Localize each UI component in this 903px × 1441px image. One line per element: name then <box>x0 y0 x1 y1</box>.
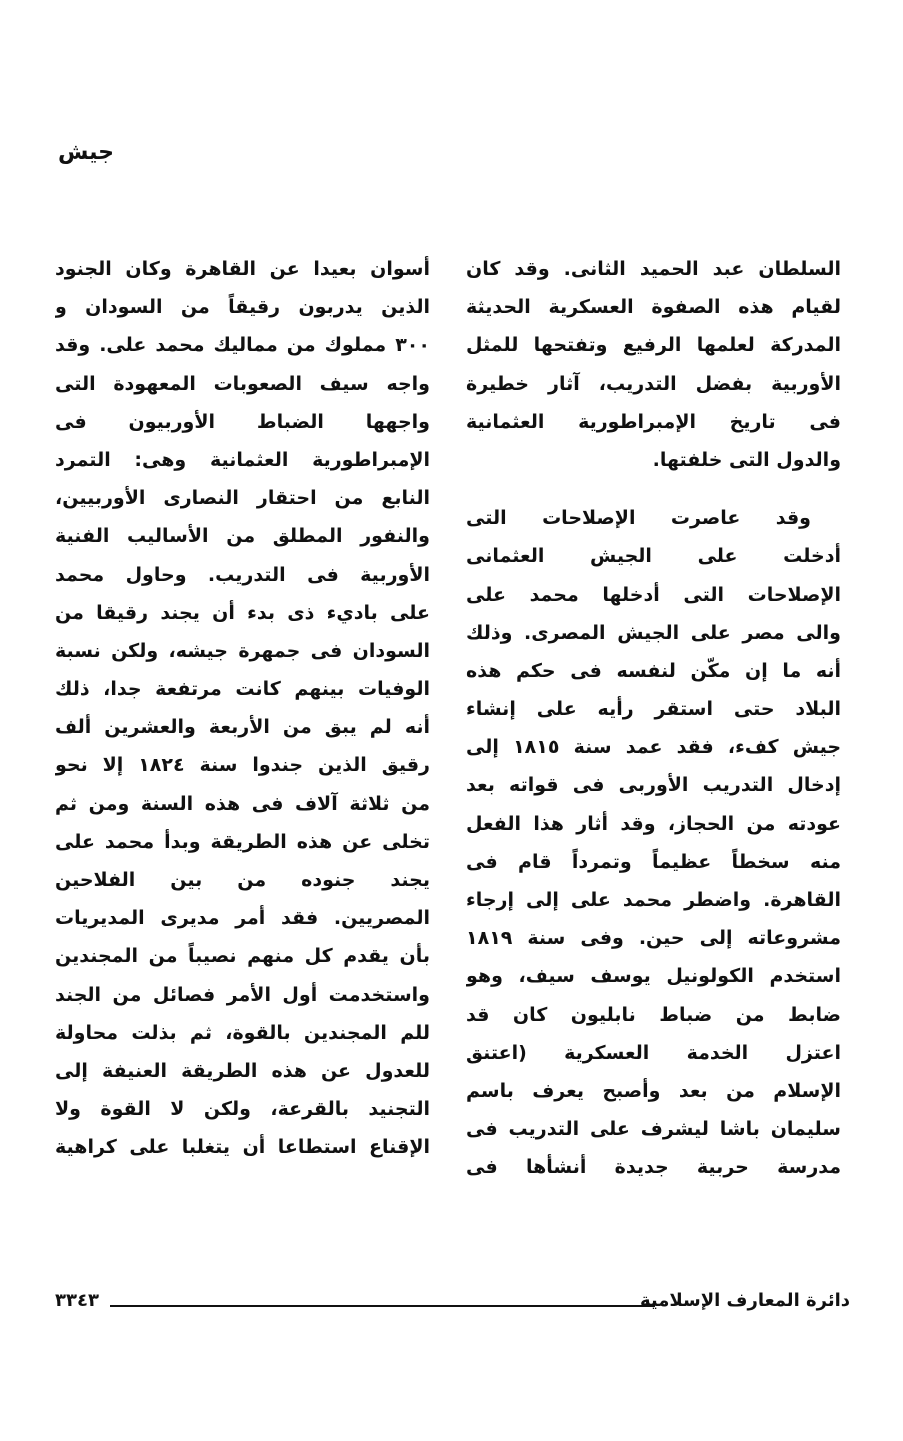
text-line: الإمبراطورية العثمانية وهى: التمرد <box>55 448 430 471</box>
page-footer <box>55 1290 850 1320</box>
text-line: النابع من احتقار النصارى الأوربيين، <box>55 487 430 510</box>
text-line: الإصلاحات التى أدخلها محمد على <box>466 583 841 606</box>
text-line: تخلى عن هذه الطريقة وبدأ محمد على <box>55 830 430 853</box>
text-line: منه سخطاً عظيماً وتمرداً قام فى <box>466 850 841 873</box>
text-line: سليمان باشا ليشرف على التدريب فى <box>466 1118 841 1141</box>
text-line: للم المجندين بالقوة، ثم بذلت محاولة <box>55 1021 430 1044</box>
text-line: جيش كفء، فقد عمد سنة ١٨١٥ إلى <box>466 736 841 759</box>
text-line: للعدول عن هذه الطريقة العنيفة إلى <box>55 1059 430 1082</box>
text-line: والنفور المطلق من الأساليب الفنية <box>55 525 430 548</box>
text-line: البلاد حتى استقر رأيه على إنشاء <box>466 698 841 721</box>
text-line: التجنيد بالقرعة، ولكن لا القوة ولا <box>55 1098 430 1121</box>
right-column <box>466 250 841 1187</box>
text-line: مدرسة حربية جديدة أنشأها فى <box>466 1156 841 1179</box>
left-column <box>55 250 430 1167</box>
text-line: أدخلت على الجيش العثمانى <box>466 545 841 568</box>
text-line: من ثلاثة آلاف فى هذه السنة ومن ثم <box>55 792 430 815</box>
text-line: والدول التى خلفتها. <box>652 448 841 471</box>
text-line: عودته من الحجاز، وقد أثار هذا الفعل <box>466 812 841 835</box>
text-line: الوفيات بينهم كانت مرتفعة جدا، ذلك <box>55 678 430 701</box>
text-line: أنه ما إن مكّن لنفسه فى حكم هذه <box>466 659 841 682</box>
text-line: اعتزل الخدمة العسكرية (اعتنق <box>466 1041 841 1064</box>
text-line: أسوان بعيدا عن القاهرة وكان الجنود <box>55 258 430 280</box>
text-line: على باديء ذى بدء أن يجند رقيقا من <box>55 601 430 624</box>
text-line: الإسلام من بعد وأصبح يعرف باسم <box>466 1079 841 1102</box>
text-line: فى تاريخ الإمبراطورية العثمانية <box>466 410 841 433</box>
text-line: الذين يدربون رقيقاً من السودان و <box>55 296 430 319</box>
text-line: واجه سيف الصعوبات المعهودة التى <box>55 372 430 395</box>
text-line: واجهها الضباط الأوربيون فى <box>55 410 430 433</box>
text-line: ضابط من ضباط نابليون كان قد <box>466 1003 841 1026</box>
text-line: وقد عاصرت الإصلاحات التى <box>466 507 811 530</box>
text-line: بأن يقدم كل منهم نصيباً من المجندين <box>55 945 430 968</box>
paragraph-gap <box>466 479 841 499</box>
footer-rule <box>110 1305 655 1307</box>
text-line: لقيام هذه الصفوة العسكرية الحديثة <box>466 296 841 319</box>
text-line: استخدم الكولونيل يوسف سيف، وهو <box>466 965 841 988</box>
text-line: المدركة لعلمها الرفيع وتفتحها للمثل <box>466 334 841 357</box>
text-line: والى مصر على الجيش المصرى. وذلك <box>466 621 841 644</box>
text-line: السودان فى جمهرة جيشه، ولكن نسبة <box>55 639 430 662</box>
page-number: ٣٣٤٣ <box>55 1290 99 1311</box>
paragraph <box>466 250 841 479</box>
text-line: يجند جنوده من بين الفلاحين <box>55 869 430 891</box>
text-line: الأوربية بفضل التدريب، آثار خطيرة <box>466 372 841 395</box>
running-header: جيش <box>58 140 114 165</box>
text-line: ٣٠٠ مملوك من مماليك محمد على. وقد <box>55 334 430 357</box>
text-line: إدخال التدريب الأوربى فى قواته بعد <box>466 774 841 797</box>
text-line: الأوربية فى التدريب. وحاول محمد <box>55 563 430 586</box>
text-line: أنه لم يبق من الأربعة والعشرين ألف <box>55 716 430 739</box>
text-line: رقيق الذين جندوا سنة ١٨٢٤ إلا نحو <box>55 754 430 777</box>
text-line: المصريين. فقد أمر مديرى المديريات <box>55 907 430 930</box>
publication-title: دائرة المعارف الإسلامية <box>639 1290 850 1311</box>
paragraph <box>466 499 841 1186</box>
text-line: السلطان عبد الحميد الثانى. وقد كان <box>466 258 841 280</box>
text-line: القاهرة. واضطر محمد على إلى إرجاء <box>466 889 841 911</box>
text-line: واستخدمت أول الأمر فصائل من الجند <box>55 983 430 1006</box>
text-line: الإقناع استطاعا أن يتغلبا على كراهية <box>55 1136 430 1159</box>
text-line: مشروعاته إلى حين. وفى سنة ١٨١٩ <box>466 927 841 950</box>
